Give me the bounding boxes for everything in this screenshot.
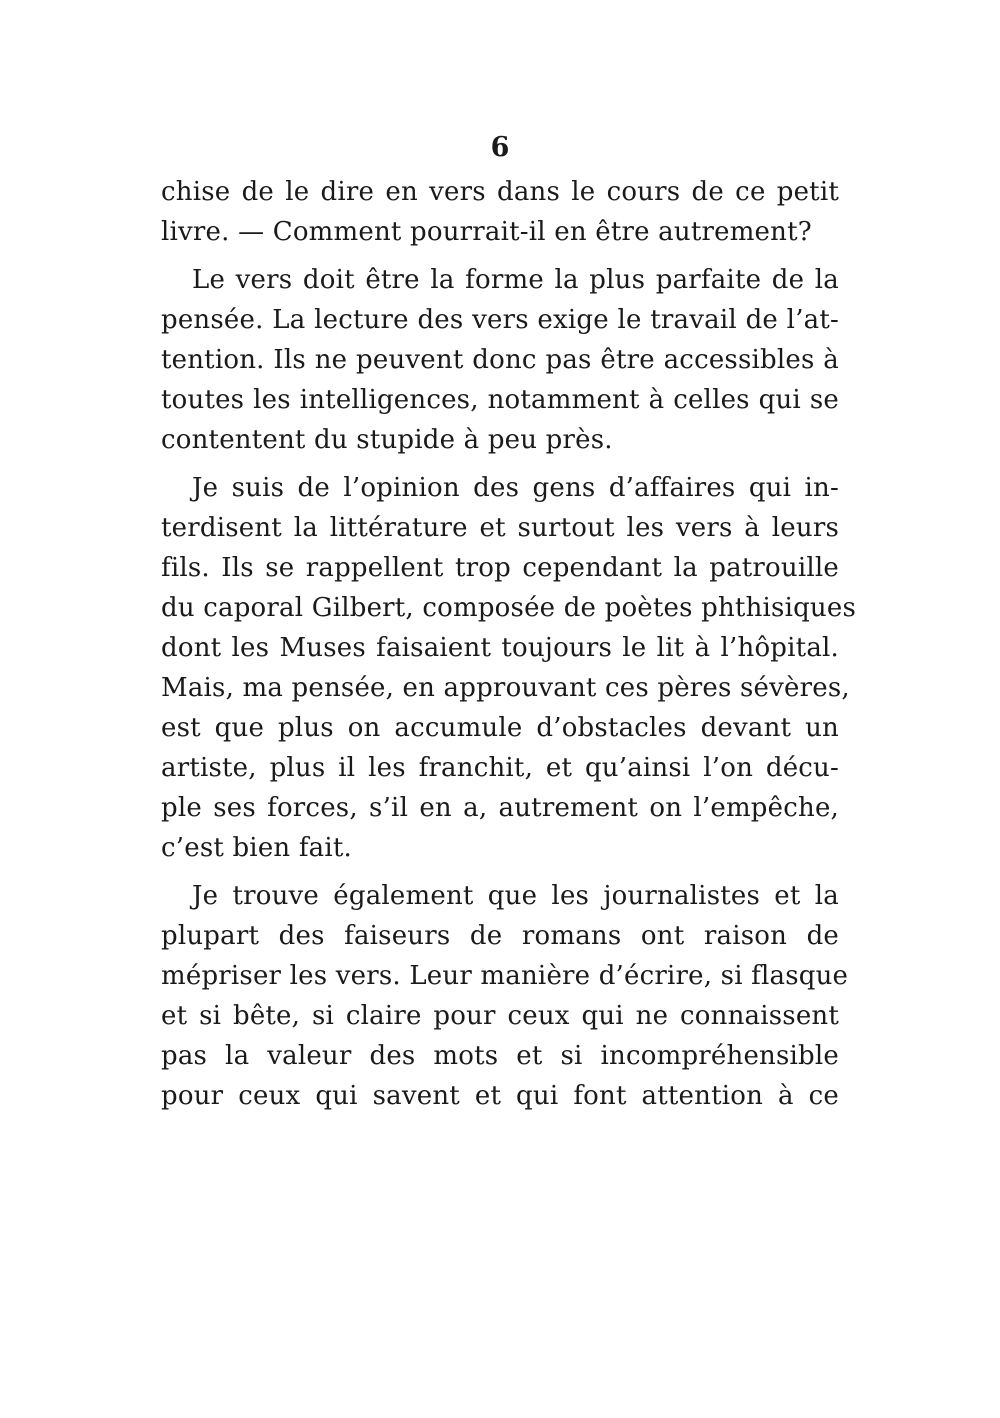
text-line: Je trouve également que les journalistes et la [192, 881, 839, 911]
text-line: ple ses forces, s’il en a, autrement on l’empêche, [161, 793, 839, 823]
text-line: artiste, plus il les franchit, et qu’ainsi l’on décu- [161, 753, 839, 783]
text-line: mépriser les vers. Leur manière d’écrire, si flasque [161, 961, 849, 991]
text-line: contentent du stupide à peu près. [161, 425, 613, 455]
paragraph-2 [161, 260, 839, 460]
text-line: pas la valeur des mots et si incompréhensible [161, 1041, 839, 1071]
text-line: tention. Ils ne peuvent donc pas être accessibles à [161, 345, 839, 375]
paragraph-4 [161, 876, 849, 1116]
text-line: plupart des faiseurs de romans ont raison de [161, 921, 839, 951]
text-line: terdisent la littérature et surtout les vers à leurs [161, 513, 839, 543]
text-line: et si bête, si claire pour ceux qui ne connaissent [161, 1001, 839, 1031]
text-line: est que plus on accumule d’obstacles devant un [161, 713, 839, 743]
text-line: toutes les intelligences, notamment à celles qui se [161, 385, 839, 415]
text-line: livre. — Comment pourrait-il en être autrement? [161, 217, 812, 247]
paragraph-1 [161, 172, 839, 252]
text-line: dont les Muses faisaient toujours le lit à l’hôpital. [161, 633, 839, 663]
text-line: du caporal Gilbert, composée de poètes phthisiques [161, 593, 857, 623]
text-line: pour ceux qui savent et qui font attention à ce [161, 1081, 839, 1111]
page-number: 6 [490, 132, 510, 163]
text-line: fils. Ils se rappellent trop cependant la patrouille [161, 553, 839, 583]
text-line: Le vers doit être la forme la plus parfaite de la [192, 265, 839, 295]
text-line: Je suis de l’opinion des gens d’affaires qui in- [192, 473, 839, 503]
text-line: pensée. La lecture des vers exige le travail de l’at- [161, 305, 839, 335]
text-line: chise de le dire en vers dans le cours de ce petit [161, 177, 839, 207]
body-text [161, 172, 857, 1116]
paragraph-3 [161, 468, 857, 868]
text-line: c’est bien fait. [161, 833, 352, 863]
text-line: Mais, ma pensée, en approuvant ces pères sévères, [161, 673, 850, 703]
